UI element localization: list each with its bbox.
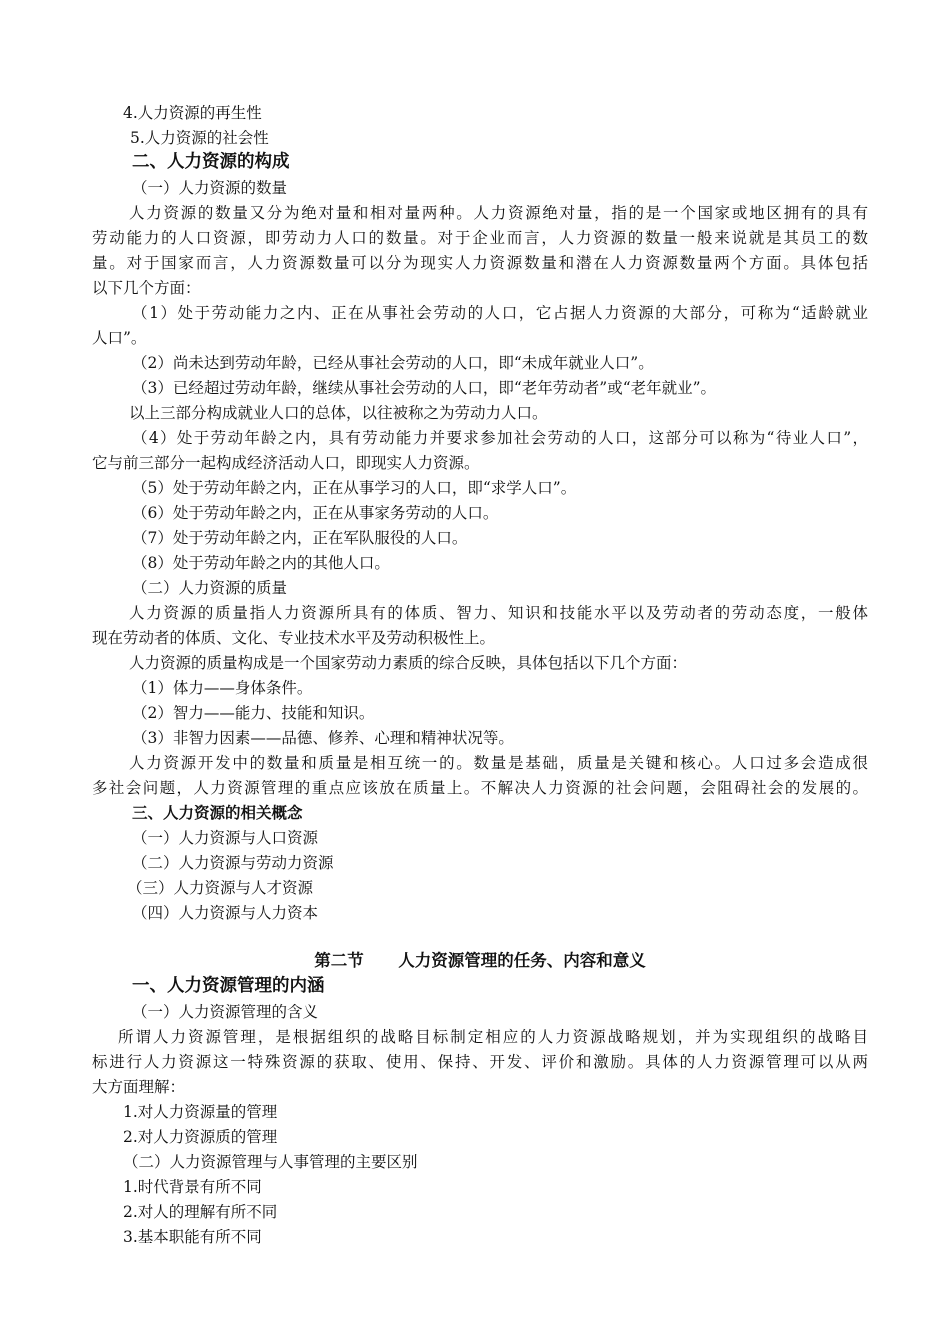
subsection-heading: （二）人力资源的质量 xyxy=(132,579,288,597)
paragraph-line: 大方面理解： xyxy=(92,1078,186,1096)
paragraph-line: 多社会问题，人力资源管理的重点应该放在质量上。不解决人力资源的社会问题，会阻碍社会的发展的。 xyxy=(92,779,868,797)
subsection-heading: （一）人力资源管理的含义 xyxy=(132,1003,319,1021)
paragraph-line: 所谓人力资源管理，是根据组织的战略目标制定相应的人力资源战略规划，并为实现组织的战略目 xyxy=(118,1028,868,1046)
list-item: （二）人力资源与劳动力资源 xyxy=(132,854,334,872)
list-item: （1）体力——身体条件。 xyxy=(132,679,313,697)
paragraph-line: 人力资源开发中的数量和质量是相互统一的。数量是基础，质量是关键和核心。人口过多会造成很 xyxy=(129,754,868,772)
list-item: 2.对人力资源质的管理 xyxy=(123,1128,278,1146)
list-item: 2.对人的理解有所不同 xyxy=(123,1203,278,1221)
list-item: （4）处于劳动年龄之内，具有劳动能力并要求参加社会劳动的人口，这部分可以称为“待业人口”， xyxy=(132,429,868,447)
list-item: （8）处于劳动年龄之内的其他人口。 xyxy=(132,554,390,572)
list-item: （3）非智力因素——品德、修养、心理和精神状况等。 xyxy=(132,729,514,747)
paragraph-line: 人力资源的数量又分为绝对量和相对量两种。人力资源绝对量，指的是一个国家或地区拥有的具有 xyxy=(129,204,868,222)
list-item: （6）处于劳动年龄之内，正在从事家务劳动的人口。 xyxy=(132,504,499,522)
list-item: 4.人力资源的再生性 xyxy=(123,104,262,122)
list-item: （一）人力资源与人口资源 xyxy=(132,829,319,847)
chapter-section-title: 第二节 人力资源管理的任务、内容和意义 xyxy=(314,951,646,970)
list-item: 1.对人力资源量的管理 xyxy=(123,1103,278,1121)
paragraph-line: 以上三部分构成就业人口的总体，以往被称之为劳动力人口。 xyxy=(129,404,548,422)
paragraph-line: 人力资源的质量构成是一个国家劳动力素质的综合反映，具体包括以下几个方面： xyxy=(129,654,688,672)
paragraph-line: 以下几个方面： xyxy=(92,279,201,297)
paragraph-line: 人力资源的质量指人力资源所具有的体质、智力、知识和技能水平以及劳动者的劳动态度，一般体 xyxy=(129,604,868,622)
paragraph-line: 量。对于国家而言，人力资源数量可以分为现实人力资源数量和潜在人力资源数量两个方面。具体包括 xyxy=(92,254,868,272)
section-heading: 二、人力资源的构成 xyxy=(132,152,290,172)
paragraph-line: 劳动能力的人口资源，即劳动力人口的数量。对于企业而言，人力资源的数量一般来说就是其员工的数 xyxy=(92,229,868,247)
section-heading: 一、人力资源管理的内涵 xyxy=(132,976,325,996)
list-item: （2）智力——能力、技能和知识。 xyxy=(132,704,375,722)
section-heading: 三、人力资源的相关概念 xyxy=(132,804,303,822)
subsection-heading: （二）人力资源管理与人事管理的主要区别 xyxy=(123,1153,418,1171)
list-item: 5.人力资源的社会性 xyxy=(130,129,269,147)
paragraph-line: 现在劳动者的体质、文化、专业技术水平及劳动积极性上。 xyxy=(92,629,496,647)
list-item: （1）处于劳动能力之内、正在从事社会劳动的人口，它占据人力资源的大部分，可称为“适龄就业 xyxy=(132,304,868,322)
subsection-heading: （一）人力资源的数量 xyxy=(132,179,288,197)
list-item: 它与前三部分一起构成经济活动人口，即现实人力资源。 xyxy=(92,454,480,472)
list-item: 1.时代背景有所不同 xyxy=(123,1178,262,1196)
list-item: （四）人力资源与人力资本 xyxy=(132,904,319,922)
list-item: （三）人力资源与人才资源 xyxy=(127,879,314,897)
list-item: 人口”。 xyxy=(92,329,147,347)
paragraph-line: 标进行人力资源这一特殊资源的获取、使用、保持、开发、评价和激励。具体的人力资源管理可以从两 xyxy=(92,1053,868,1071)
list-item: （2）尚未达到劳动年龄，已经从事社会劳动的人口，即“未成年就业人口”。 xyxy=(132,354,654,372)
list-item: （3）已经超过劳动年龄，继续从事社会劳动的人口，即“老年劳动者”或“老年就业”。 xyxy=(132,379,717,397)
list-item: （7）处于劳动年龄之内，正在军队服役的人口。 xyxy=(132,529,468,547)
list-item: 3.基本职能有所不同 xyxy=(123,1228,262,1246)
list-item: （5）处于劳动年龄之内，正在从事学习的人口，即“求学人口”。 xyxy=(132,479,577,497)
